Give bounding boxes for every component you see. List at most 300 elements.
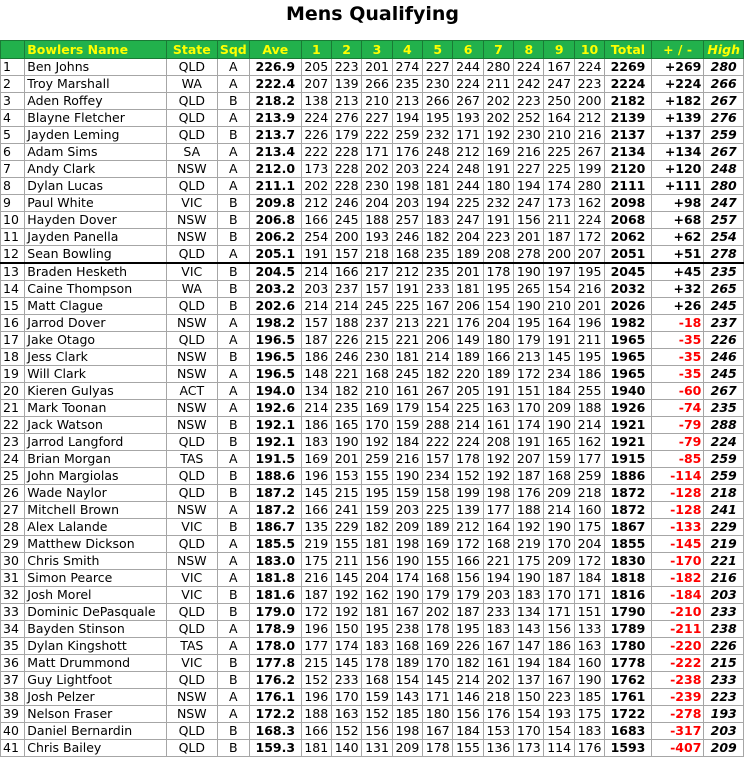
- game-score-cell: 179: [392, 400, 422, 417]
- game-score-cell: 233: [423, 281, 453, 298]
- game-score-cell: 202: [362, 161, 392, 178]
- header-name: Bowlers Name: [25, 41, 167, 59]
- game-score-cell: 171: [544, 604, 574, 621]
- game-score-cell: 209: [544, 553, 574, 570]
- bowler-name-cell: Jake Otago: [25, 332, 167, 349]
- average-cell: 206.8: [249, 212, 301, 229]
- game-score-cell: 197: [544, 263, 574, 281]
- game-score-cell: 170: [362, 417, 392, 434]
- game-score-cell: 152: [362, 706, 392, 723]
- game-score-cell: 189: [392, 655, 422, 672]
- game-score-cell: 216: [392, 451, 422, 468]
- rank-cell: 30: [1, 553, 25, 570]
- game-score-cell: 183: [301, 434, 331, 451]
- total-cell: 1965: [605, 349, 652, 366]
- total-cell: 1940: [605, 383, 652, 400]
- state-cell: VIC: [166, 263, 217, 281]
- game-score-cell: 194: [483, 570, 513, 587]
- game-score-cell: 209: [544, 485, 574, 502]
- game-score-cell: 255: [574, 383, 604, 400]
- game-score-cell: 194: [392, 110, 422, 127]
- game-score-cell: 156: [544, 621, 574, 638]
- game-score-cell: 135: [301, 519, 331, 536]
- high-game-cell: 216: [704, 570, 744, 587]
- game-score-cell: 154: [544, 723, 574, 740]
- game-score-cell: 168: [544, 468, 574, 485]
- game-score-cell: 225: [544, 161, 574, 178]
- game-score-cell: 167: [423, 298, 453, 315]
- game-score-cell: 164: [544, 110, 574, 127]
- rank-cell: 8: [1, 178, 25, 195]
- table-row: [1, 93, 744, 110]
- plus-minus-cell: -79: [651, 434, 704, 451]
- game-score-cell: 176: [453, 315, 483, 332]
- average-cell: 203.2: [249, 281, 301, 298]
- high-game-cell: 280: [704, 59, 744, 76]
- average-cell: 159.3: [249, 740, 301, 757]
- state-cell: QLD: [166, 246, 217, 264]
- header-sqd: Sqd: [217, 41, 249, 59]
- rank-cell: 16: [1, 315, 25, 332]
- game-score-cell: 157: [423, 451, 453, 468]
- average-cell: 222.4: [249, 76, 301, 93]
- game-score-cell: 159: [392, 417, 422, 434]
- game-score-cell: 244: [453, 178, 483, 195]
- average-cell: 179.0: [249, 604, 301, 621]
- high-game-cell: 241: [704, 502, 744, 519]
- total-cell: 1789: [605, 621, 652, 638]
- game-score-cell: 201: [362, 59, 392, 76]
- game-score-cell: 157: [301, 315, 331, 332]
- state-cell: NSW: [166, 315, 217, 332]
- game-score-cell: 212: [301, 195, 331, 212]
- page-title: Mens Qualifying: [285, 3, 460, 25]
- game-score-cell: 206: [453, 298, 483, 315]
- high-game-cell: 247: [704, 195, 744, 212]
- average-cell: 212.0: [249, 161, 301, 178]
- game-score-cell: 170: [544, 587, 574, 604]
- total-cell: 2045: [605, 263, 652, 281]
- game-score-cell: 196: [301, 621, 331, 638]
- average-cell: 196.5: [249, 332, 301, 349]
- game-score-cell: 211: [544, 212, 574, 229]
- total-cell: 2068: [605, 212, 652, 229]
- game-score-cell: 201: [453, 263, 483, 281]
- game-score-cell: 170: [423, 655, 453, 672]
- game-score-cell: 152: [301, 672, 331, 689]
- game-score-cell: 156: [362, 723, 392, 740]
- game-score-cell: 280: [574, 178, 604, 195]
- average-cell: 186.7: [249, 519, 301, 536]
- average-cell: 204.5: [249, 263, 301, 281]
- table-row: [1, 110, 744, 127]
- high-game-cell: 245: [704, 366, 744, 383]
- game-score-cell: 237: [362, 315, 392, 332]
- game-score-cell: 222: [423, 434, 453, 451]
- table-row: [1, 161, 744, 178]
- game-score-cell: 172: [514, 366, 544, 383]
- plus-minus-cell: +32: [651, 281, 704, 298]
- game-score-cell: 163: [483, 400, 513, 417]
- game-score-cell: 229: [331, 519, 361, 536]
- squad-cell: B: [217, 468, 249, 485]
- average-cell: 218.2: [249, 93, 301, 110]
- game-score-cell: 155: [331, 536, 361, 553]
- game-score-cell: 162: [574, 195, 604, 212]
- rank-cell: 13: [1, 263, 25, 281]
- game-score-cell: 187: [514, 468, 544, 485]
- table-row: [1, 740, 744, 757]
- table-row: [1, 144, 744, 161]
- game-score-cell: 131: [362, 740, 392, 757]
- plus-minus-cell: -182: [651, 570, 704, 587]
- table-row: [1, 127, 744, 144]
- plus-minus-cell: +51: [651, 246, 704, 264]
- total-cell: 1816: [605, 587, 652, 604]
- high-game-cell: 193: [704, 706, 744, 723]
- rank-cell: 40: [1, 723, 25, 740]
- table-row: [1, 263, 744, 281]
- game-score-cell: 183: [514, 587, 544, 604]
- rank-cell: 33: [1, 604, 25, 621]
- bowler-name-cell: Bayden Stinson: [25, 621, 167, 638]
- rank-cell: 19: [1, 366, 25, 383]
- game-score-cell: 215: [362, 332, 392, 349]
- game-score-cell: 232: [423, 127, 453, 144]
- game-score-cell: 166: [453, 553, 483, 570]
- table-row: [1, 76, 744, 93]
- game-score-cell: 216: [574, 127, 604, 144]
- game-score-cell: 259: [362, 451, 392, 468]
- high-game-cell: 219: [704, 536, 744, 553]
- high-game-cell: 254: [704, 229, 744, 246]
- rank-cell: 14: [1, 281, 25, 298]
- high-game-cell: 259: [704, 451, 744, 468]
- game-score-cell: 205: [453, 383, 483, 400]
- game-score-cell: 212: [574, 110, 604, 127]
- squad-cell: A: [217, 706, 249, 723]
- state-cell: QLD: [166, 332, 217, 349]
- bowler-name-cell: Adam Sims: [25, 144, 167, 161]
- plus-minus-cell: +120: [651, 161, 704, 178]
- total-cell: 1830: [605, 553, 652, 570]
- game-score-cell: 217: [362, 263, 392, 281]
- header-game-2: 2: [331, 41, 361, 59]
- game-score-cell: 166: [331, 263, 361, 281]
- game-score-cell: 178: [483, 263, 513, 281]
- game-score-cell: 214: [453, 417, 483, 434]
- plus-minus-cell: -114: [651, 468, 704, 485]
- rank-cell: 36: [1, 655, 25, 672]
- rank-cell: 10: [1, 212, 25, 229]
- game-score-cell: 192: [331, 604, 361, 621]
- game-score-cell: 151: [514, 383, 544, 400]
- bowler-name-cell: Braden Hesketh: [25, 263, 167, 281]
- game-score-cell: 167: [392, 604, 422, 621]
- table-row: [1, 672, 744, 689]
- game-score-cell: 171: [423, 689, 453, 706]
- state-cell: VIC: [166, 655, 217, 672]
- state-cell: QLD: [166, 621, 217, 638]
- game-score-cell: 225: [453, 195, 483, 212]
- plus-minus-cell: -278: [651, 706, 704, 723]
- table-row: [1, 281, 744, 298]
- high-game-cell: 257: [704, 212, 744, 229]
- game-score-cell: 178: [362, 655, 392, 672]
- game-score-cell: 166: [483, 349, 513, 366]
- squad-cell: A: [217, 110, 249, 127]
- game-score-cell: 288: [423, 417, 453, 434]
- game-score-cell: 156: [514, 212, 544, 229]
- game-score-cell: 180: [483, 332, 513, 349]
- game-score-cell: 171: [362, 144, 392, 161]
- bowler-name-cell: Simon Pearce: [25, 570, 167, 587]
- average-cell: 226.9: [249, 59, 301, 76]
- game-score-cell: 200: [574, 93, 604, 110]
- game-score-cell: 204: [483, 315, 513, 332]
- game-score-cell: 165: [331, 417, 361, 434]
- high-game-cell: 248: [704, 161, 744, 178]
- game-score-cell: 226: [301, 127, 331, 144]
- header-rank: [1, 41, 25, 59]
- state-cell: WA: [166, 76, 217, 93]
- table-row: [1, 298, 744, 315]
- game-score-cell: 195: [483, 281, 513, 298]
- game-score-cell: 170: [514, 400, 544, 417]
- game-score-cell: 194: [514, 655, 544, 672]
- rank-cell: 11: [1, 229, 25, 246]
- game-score-cell: 165: [544, 434, 574, 451]
- squad-cell: B: [217, 740, 249, 757]
- total-cell: 2032: [605, 281, 652, 298]
- game-score-cell: 181: [362, 604, 392, 621]
- game-score-cell: 213: [514, 349, 544, 366]
- game-score-cell: 182: [423, 366, 453, 383]
- average-cell: 172.2: [249, 706, 301, 723]
- game-score-cell: 162: [574, 434, 604, 451]
- bowler-name-cell: Mitchell Brown: [25, 502, 167, 519]
- table-row: [1, 587, 744, 604]
- state-cell: VIC: [166, 587, 217, 604]
- plus-minus-cell: +98: [651, 195, 704, 212]
- game-score-cell: 202: [483, 93, 513, 110]
- game-score-cell: 138: [301, 93, 331, 110]
- average-cell: 176.1: [249, 689, 301, 706]
- table-row: [1, 451, 744, 468]
- game-score-cell: 211: [574, 332, 604, 349]
- average-cell: 206.2: [249, 229, 301, 246]
- game-score-cell: 195: [423, 110, 453, 127]
- game-score-cell: 185: [574, 689, 604, 706]
- game-score-cell: 190: [514, 570, 544, 587]
- game-score-cell: 148: [301, 366, 331, 383]
- game-score-cell: 155: [453, 740, 483, 757]
- plus-minus-cell: -210: [651, 604, 704, 621]
- game-score-cell: 184: [544, 383, 574, 400]
- game-score-cell: 267: [453, 93, 483, 110]
- average-cell: 192.6: [249, 400, 301, 417]
- bowler-name-cell: John Margiolas: [25, 468, 167, 485]
- high-game-cell: 245: [704, 298, 744, 315]
- game-score-cell: 157: [362, 281, 392, 298]
- state-cell: NSW: [166, 212, 217, 229]
- plus-minus-cell: +111: [651, 178, 704, 195]
- plus-minus-cell: -60: [651, 383, 704, 400]
- total-cell: 2062: [605, 229, 652, 246]
- game-score-cell: 212: [453, 519, 483, 536]
- game-score-cell: 156: [453, 570, 483, 587]
- game-score-cell: 114: [544, 740, 574, 757]
- game-score-cell: 250: [544, 93, 574, 110]
- high-game-cell: 267: [704, 144, 744, 161]
- game-score-cell: 145: [331, 570, 361, 587]
- qualifying-table: [0, 40, 744, 757]
- game-score-cell: 188: [301, 706, 331, 723]
- game-score-cell: 213: [331, 93, 361, 110]
- game-score-cell: 187: [453, 604, 483, 621]
- game-score-cell: 190: [331, 434, 361, 451]
- game-score-cell: 183: [483, 621, 513, 638]
- plus-minus-cell: -238: [651, 672, 704, 689]
- game-score-cell: 184: [544, 655, 574, 672]
- game-score-cell: 237: [331, 281, 361, 298]
- average-cell: 196.5: [249, 349, 301, 366]
- game-score-cell: 209: [544, 400, 574, 417]
- game-score-cell: 200: [331, 229, 361, 246]
- plus-minus-cell: +137: [651, 127, 704, 144]
- game-score-cell: 159: [362, 689, 392, 706]
- game-score-cell: 162: [362, 587, 392, 604]
- bowler-name-cell: Jarrod Dover: [25, 315, 167, 332]
- average-cell: 183.0: [249, 553, 301, 570]
- state-cell: QLD: [166, 468, 217, 485]
- game-score-cell: 189: [423, 519, 453, 536]
- rank-cell: 23: [1, 434, 25, 451]
- game-score-cell: 213: [392, 315, 422, 332]
- game-score-cell: 181: [301, 740, 331, 757]
- total-cell: 2134: [605, 144, 652, 161]
- game-score-cell: 168: [392, 638, 422, 655]
- game-score-cell: 207: [514, 451, 544, 468]
- game-score-cell: 245: [362, 298, 392, 315]
- game-score-cell: 259: [392, 127, 422, 144]
- game-score-cell: 244: [453, 59, 483, 76]
- game-score-cell: 195: [453, 621, 483, 638]
- game-score-cell: 224: [453, 76, 483, 93]
- game-score-cell: 152: [453, 468, 483, 485]
- game-score-cell: 172: [301, 604, 331, 621]
- game-score-cell: 167: [544, 59, 574, 76]
- rank-cell: 2: [1, 76, 25, 93]
- game-score-cell: 182: [453, 655, 483, 672]
- game-score-cell: 188: [362, 212, 392, 229]
- game-score-cell: 198: [483, 485, 513, 502]
- game-score-cell: 199: [574, 161, 604, 178]
- plus-minus-cell: -35: [651, 349, 704, 366]
- average-cell: 202.6: [249, 298, 301, 315]
- rank-cell: 17: [1, 332, 25, 349]
- high-game-cell: 203: [704, 587, 744, 604]
- state-cell: QLD: [166, 434, 217, 451]
- game-score-cell: 266: [423, 93, 453, 110]
- game-score-cell: 246: [392, 229, 422, 246]
- table-row: [1, 417, 744, 434]
- game-score-cell: 226: [453, 638, 483, 655]
- game-score-cell: 259: [574, 468, 604, 485]
- game-score-cell: 218: [362, 246, 392, 264]
- game-score-cell: 216: [301, 570, 331, 587]
- game-score-cell: 182: [331, 383, 361, 400]
- squad-cell: A: [217, 366, 249, 383]
- squad-cell: B: [217, 349, 249, 366]
- game-score-cell: 224: [574, 212, 604, 229]
- total-cell: 2111: [605, 178, 652, 195]
- game-score-cell: 227: [514, 161, 544, 178]
- high-game-cell: 246: [704, 349, 744, 366]
- header-total: Total: [605, 41, 652, 59]
- total-cell: 1872: [605, 485, 652, 502]
- game-score-cell: 230: [362, 349, 392, 366]
- header-game-6: 6: [453, 41, 483, 59]
- game-score-cell: 160: [574, 502, 604, 519]
- rank-cell: 32: [1, 587, 25, 604]
- game-score-cell: 267: [423, 383, 453, 400]
- plus-minus-cell: -317: [651, 723, 704, 740]
- game-score-cell: 191: [301, 246, 331, 264]
- game-score-cell: 205: [301, 59, 331, 76]
- total-cell: 1921: [605, 434, 652, 451]
- game-score-cell: 177: [574, 451, 604, 468]
- game-score-cell: 134: [301, 383, 331, 400]
- game-score-cell: 173: [301, 161, 331, 178]
- game-score-cell: 178: [423, 621, 453, 638]
- game-score-cell: 191: [483, 161, 513, 178]
- game-score-cell: 203: [392, 502, 422, 519]
- game-score-cell: 230: [514, 127, 544, 144]
- game-score-cell: 161: [483, 417, 513, 434]
- game-score-cell: 179: [331, 127, 361, 144]
- game-score-cell: 192: [483, 127, 513, 144]
- game-score-cell: 191: [544, 332, 574, 349]
- bowler-name-cell: Aden Roffey: [25, 93, 167, 110]
- game-score-cell: 169: [483, 144, 513, 161]
- state-cell: VIC: [166, 519, 217, 536]
- game-score-cell: 179: [423, 587, 453, 604]
- game-score-cell: 140: [331, 740, 361, 757]
- game-score-cell: 209: [392, 519, 422, 536]
- game-score-cell: 169: [362, 400, 392, 417]
- rank-cell: 24: [1, 451, 25, 468]
- squad-cell: B: [217, 604, 249, 621]
- table-row: [1, 570, 744, 587]
- game-score-cell: 280: [483, 59, 513, 76]
- game-score-cell: 161: [483, 655, 513, 672]
- state-cell: NSW: [166, 553, 217, 570]
- average-cell: 211.1: [249, 178, 301, 195]
- high-game-cell: 259: [704, 127, 744, 144]
- game-score-cell: 234: [423, 468, 453, 485]
- game-score-cell: 152: [331, 723, 361, 740]
- game-score-cell: 172: [574, 553, 604, 570]
- rank-cell: 37: [1, 672, 25, 689]
- total-cell: 1790: [605, 604, 652, 621]
- header-game-5: 5: [423, 41, 453, 59]
- game-score-cell: 166: [301, 723, 331, 740]
- header-game-10: 10: [574, 41, 604, 59]
- game-score-cell: 219: [514, 536, 544, 553]
- game-score-cell: 214: [544, 502, 574, 519]
- plus-minus-cell: -184: [651, 587, 704, 604]
